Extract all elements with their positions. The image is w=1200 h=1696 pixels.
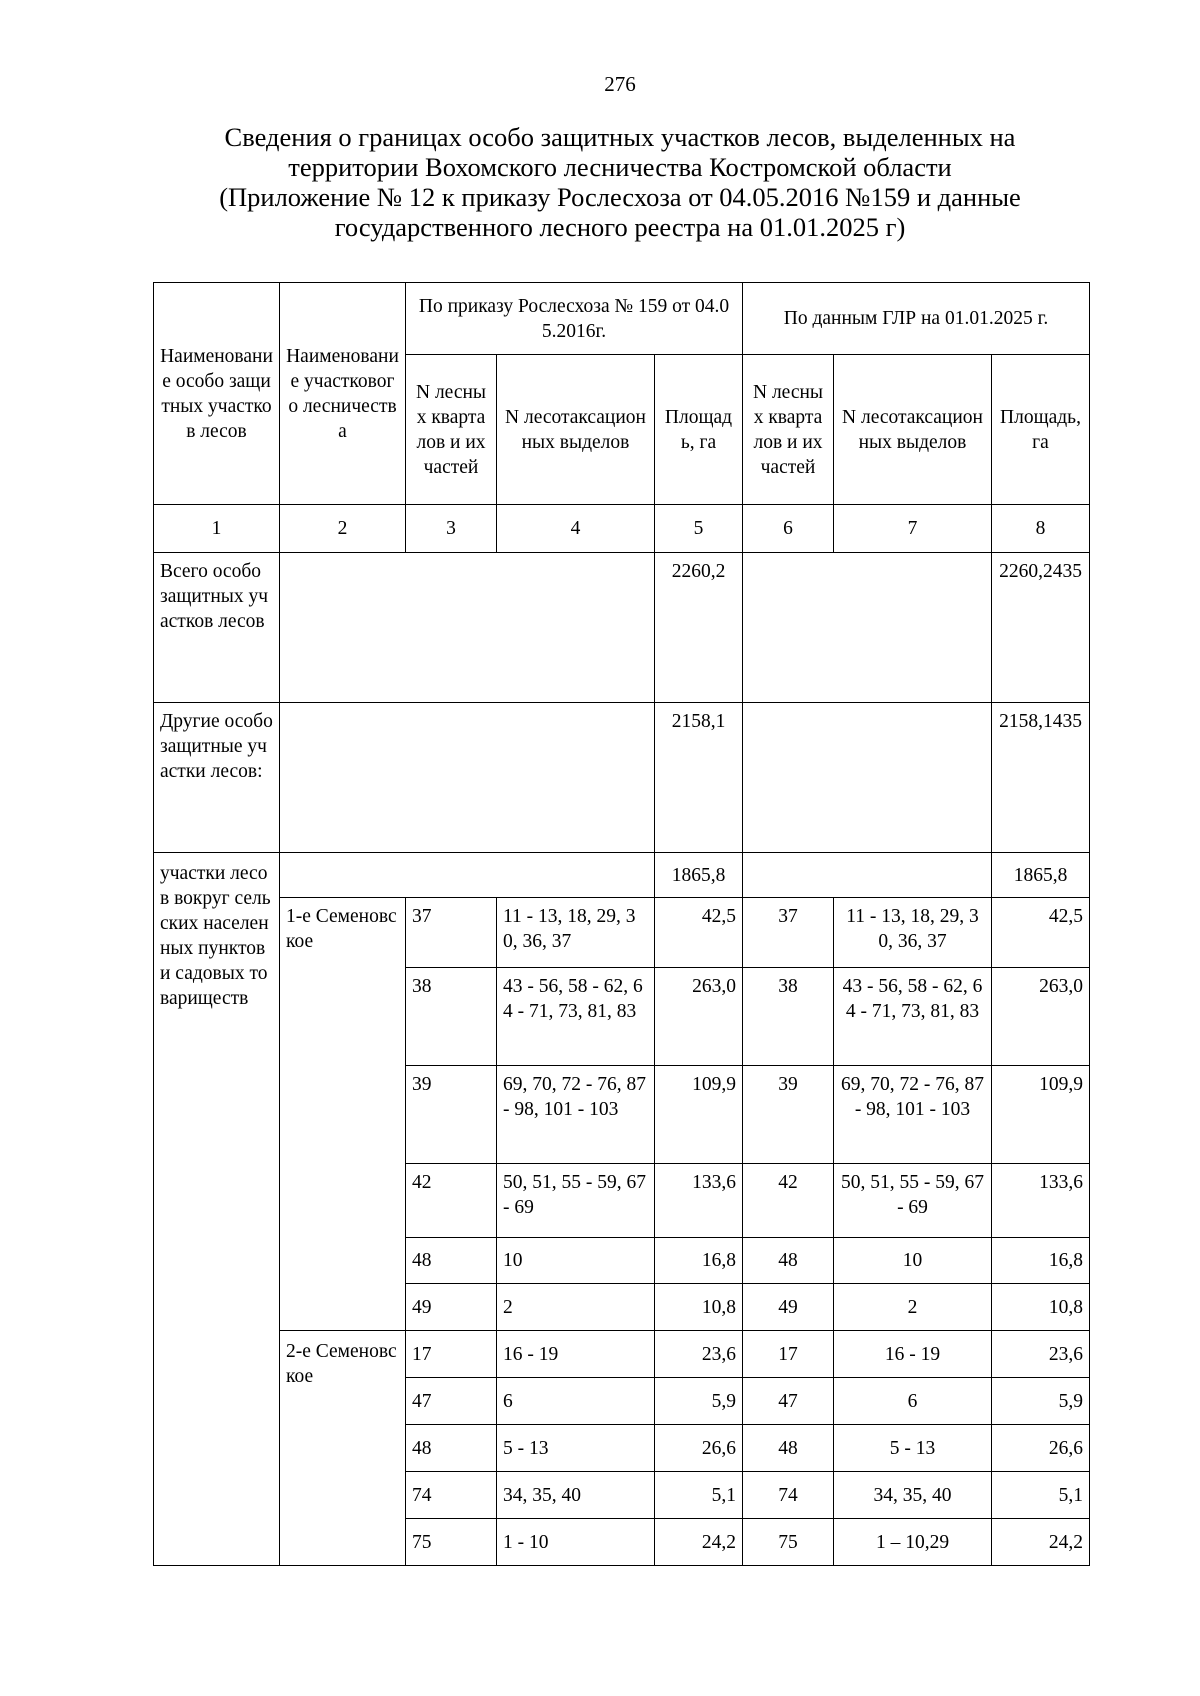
area-cell: 26,6	[655, 1425, 743, 1472]
vydel-glr-cell: 34, 35, 40	[834, 1472, 992, 1519]
document-title	[130, 122, 1110, 242]
kvartal-cell: 49	[406, 1284, 497, 1331]
summary-name: Всего особо защитных участков лесов	[154, 553, 280, 703]
vydel-cell: 16 - 19	[497, 1331, 655, 1378]
area-glr-cell: 23,6	[992, 1331, 1090, 1378]
area-glr-cell: 26,6	[992, 1425, 1090, 1472]
table-row	[154, 898, 1090, 968]
page-number: 276	[604, 72, 636, 96]
kvartal-glr-cell: 48	[743, 1238, 834, 1284]
summary-area-glr: 2158,1435	[992, 703, 1090, 853]
vydel-glr-cell: 1 – 10,29	[834, 1519, 992, 1566]
kvartal-glr-cell: 17	[743, 1331, 834, 1378]
kvartal-cell: 39	[406, 1066, 497, 1164]
kvartal-cell: 74	[406, 1472, 497, 1519]
protected-forest-table	[153, 282, 1090, 1566]
forestry-name: 2-е Семеновское	[280, 1331, 406, 1566]
area-glr-cell: 10,8	[992, 1284, 1090, 1331]
column-number-row	[154, 505, 1090, 553]
vydel-glr-cell: 16 - 19	[834, 1331, 992, 1378]
summary-area-glr: 2260,2435	[992, 553, 1090, 703]
vydel-glr-cell: 11 - 13, 18, 29, 30, 36, 37	[834, 898, 992, 968]
summary-row-settlements	[154, 853, 1090, 898]
kvartal-cell: 48	[406, 1425, 497, 1472]
area-glr-cell: 5,9	[992, 1378, 1090, 1425]
kvartal-cell: 42	[406, 1164, 497, 1238]
summary-area-order: 1865,8	[655, 853, 743, 898]
forestry-name: 1-е Семеновское	[280, 898, 406, 1331]
area-cell: 5,9	[655, 1378, 743, 1425]
column-number: 4	[497, 505, 655, 553]
area-glr-cell: 263,0	[992, 968, 1090, 1066]
summary-area-order: 2260,2	[655, 553, 743, 703]
header-glr-group: По данным ГЛР на 01.01.2025 г.	[743, 283, 1090, 355]
summary-name: Другие особо защитные участки лесов:	[154, 703, 280, 853]
title-line: (Приложение № 12 к приказу Рослесхоза от 04.05.2016 №159 и данные	[219, 182, 1021, 212]
vydel-cell: 5 - 13	[497, 1425, 655, 1472]
vydel-glr-cell: 50, 51, 55 - 59, 67 - 69	[834, 1164, 992, 1238]
vydel-glr-cell: 69, 70, 72 - 76, 87 - 98, 101 - 103	[834, 1066, 992, 1164]
area-cell: 109,9	[655, 1066, 743, 1164]
kvartal-glr-cell: 42	[743, 1164, 834, 1238]
header-kvartal: N лесных кварталов и их частей	[406, 355, 497, 505]
kvartal-glr-cell: 49	[743, 1284, 834, 1331]
kvartal-cell: 17	[406, 1331, 497, 1378]
kvartal-cell: 47	[406, 1378, 497, 1425]
area-glr-cell: 109,9	[992, 1066, 1090, 1164]
vydel-glr-cell: 5 - 13	[834, 1425, 992, 1472]
header-forestry-name: Наименование участкового лесничества	[280, 283, 406, 505]
area-cell: 133,6	[655, 1164, 743, 1238]
header-order-group: По приказу Рослесхоза № 159 от 04.05.2016г.	[406, 283, 743, 355]
area-cell: 16,8	[655, 1238, 743, 1284]
vydel-cell: 10	[497, 1238, 655, 1284]
area-cell: 42,5	[655, 898, 743, 968]
kvartal-glr-cell: 47	[743, 1378, 834, 1425]
area-cell: 24,2	[655, 1519, 743, 1566]
title-line: Сведения о границах особо защитных участков лесов, выделенных на	[224, 122, 1016, 152]
column-number: 8	[992, 505, 1090, 553]
summary-row-total	[154, 553, 1090, 703]
area-glr-cell: 16,8	[992, 1238, 1090, 1284]
kvartal-glr-cell: 37	[743, 898, 834, 968]
vydel-glr-cell: 6	[834, 1378, 992, 1425]
header-area: Площадь, га	[655, 355, 743, 505]
area-glr-cell: 133,6	[992, 1164, 1090, 1238]
kvartal-cell: 37	[406, 898, 497, 968]
title-line: государственного лесного реестра на 01.01.2025 г)	[334, 212, 906, 242]
kvartal-glr-cell: 74	[743, 1472, 834, 1519]
vydel-cell: 6	[497, 1378, 655, 1425]
summary-row-other	[154, 703, 1090, 853]
header-area-name: Наименование особо защитных участков лесов	[154, 283, 280, 505]
kvartal-cell: 38	[406, 968, 497, 1066]
header-row	[154, 283, 1090, 355]
kvartal-cell: 48	[406, 1238, 497, 1284]
vydel-glr-cell: 10	[834, 1238, 992, 1284]
kvartal-cell: 75	[406, 1519, 497, 1566]
area-cell: 263,0	[655, 968, 743, 1066]
header-kvartal-glr: N лесных кварталов и их частей	[743, 355, 834, 505]
title-line: территории Вохомского лесничества Костромской области	[288, 152, 952, 182]
area-cell: 23,6	[655, 1331, 743, 1378]
category-name: участки лесов вокруг сельских населенных пунктов и садовых товариществ	[154, 853, 280, 1566]
summary-area-glr: 1865,8	[992, 853, 1090, 898]
area-glr-cell: 24,2	[992, 1519, 1090, 1566]
column-number: 1	[154, 505, 280, 553]
kvartal-glr-cell: 39	[743, 1066, 834, 1164]
vydel-cell: 11 - 13, 18, 29, 30, 36, 37	[497, 898, 655, 968]
kvartal-glr-cell: 38	[743, 968, 834, 1066]
kvartal-glr-cell: 75	[743, 1519, 834, 1566]
vydel-glr-cell: 2	[834, 1284, 992, 1331]
column-number: 7	[834, 505, 992, 553]
vydel-glr-cell: 43 - 56, 58 - 62, 64 - 71, 73, 81, 83	[834, 968, 992, 1066]
table-row	[154, 1331, 1090, 1378]
header-area-glr: Площадь, га	[992, 355, 1090, 505]
header-vydel-glr: N лесотаксационных выделов	[834, 355, 992, 505]
area-glr-cell: 5,1	[992, 1472, 1090, 1519]
summary-area-order: 2158,1	[655, 703, 743, 853]
area-cell: 10,8	[655, 1284, 743, 1331]
column-number: 2	[280, 505, 406, 553]
vydel-cell: 34, 35, 40	[497, 1472, 655, 1519]
kvartal-glr-cell: 48	[743, 1425, 834, 1472]
vydel-cell: 43 - 56, 58 - 62, 64 - 71, 73, 81, 83	[497, 968, 655, 1066]
column-number: 3	[406, 505, 497, 553]
column-number: 5	[655, 505, 743, 553]
area-glr-cell: 42,5	[992, 898, 1090, 968]
vydel-cell: 1 - 10	[497, 1519, 655, 1566]
vydel-cell: 2	[497, 1284, 655, 1331]
column-number: 6	[743, 505, 834, 553]
area-cell: 5,1	[655, 1472, 743, 1519]
header-vydel: N лесотаксационных выделов	[497, 355, 655, 505]
vydel-cell: 69, 70, 72 - 76, 87 - 98, 101 - 103	[497, 1066, 655, 1164]
vydel-cell: 50, 51, 55 - 59, 67 - 69	[497, 1164, 655, 1238]
